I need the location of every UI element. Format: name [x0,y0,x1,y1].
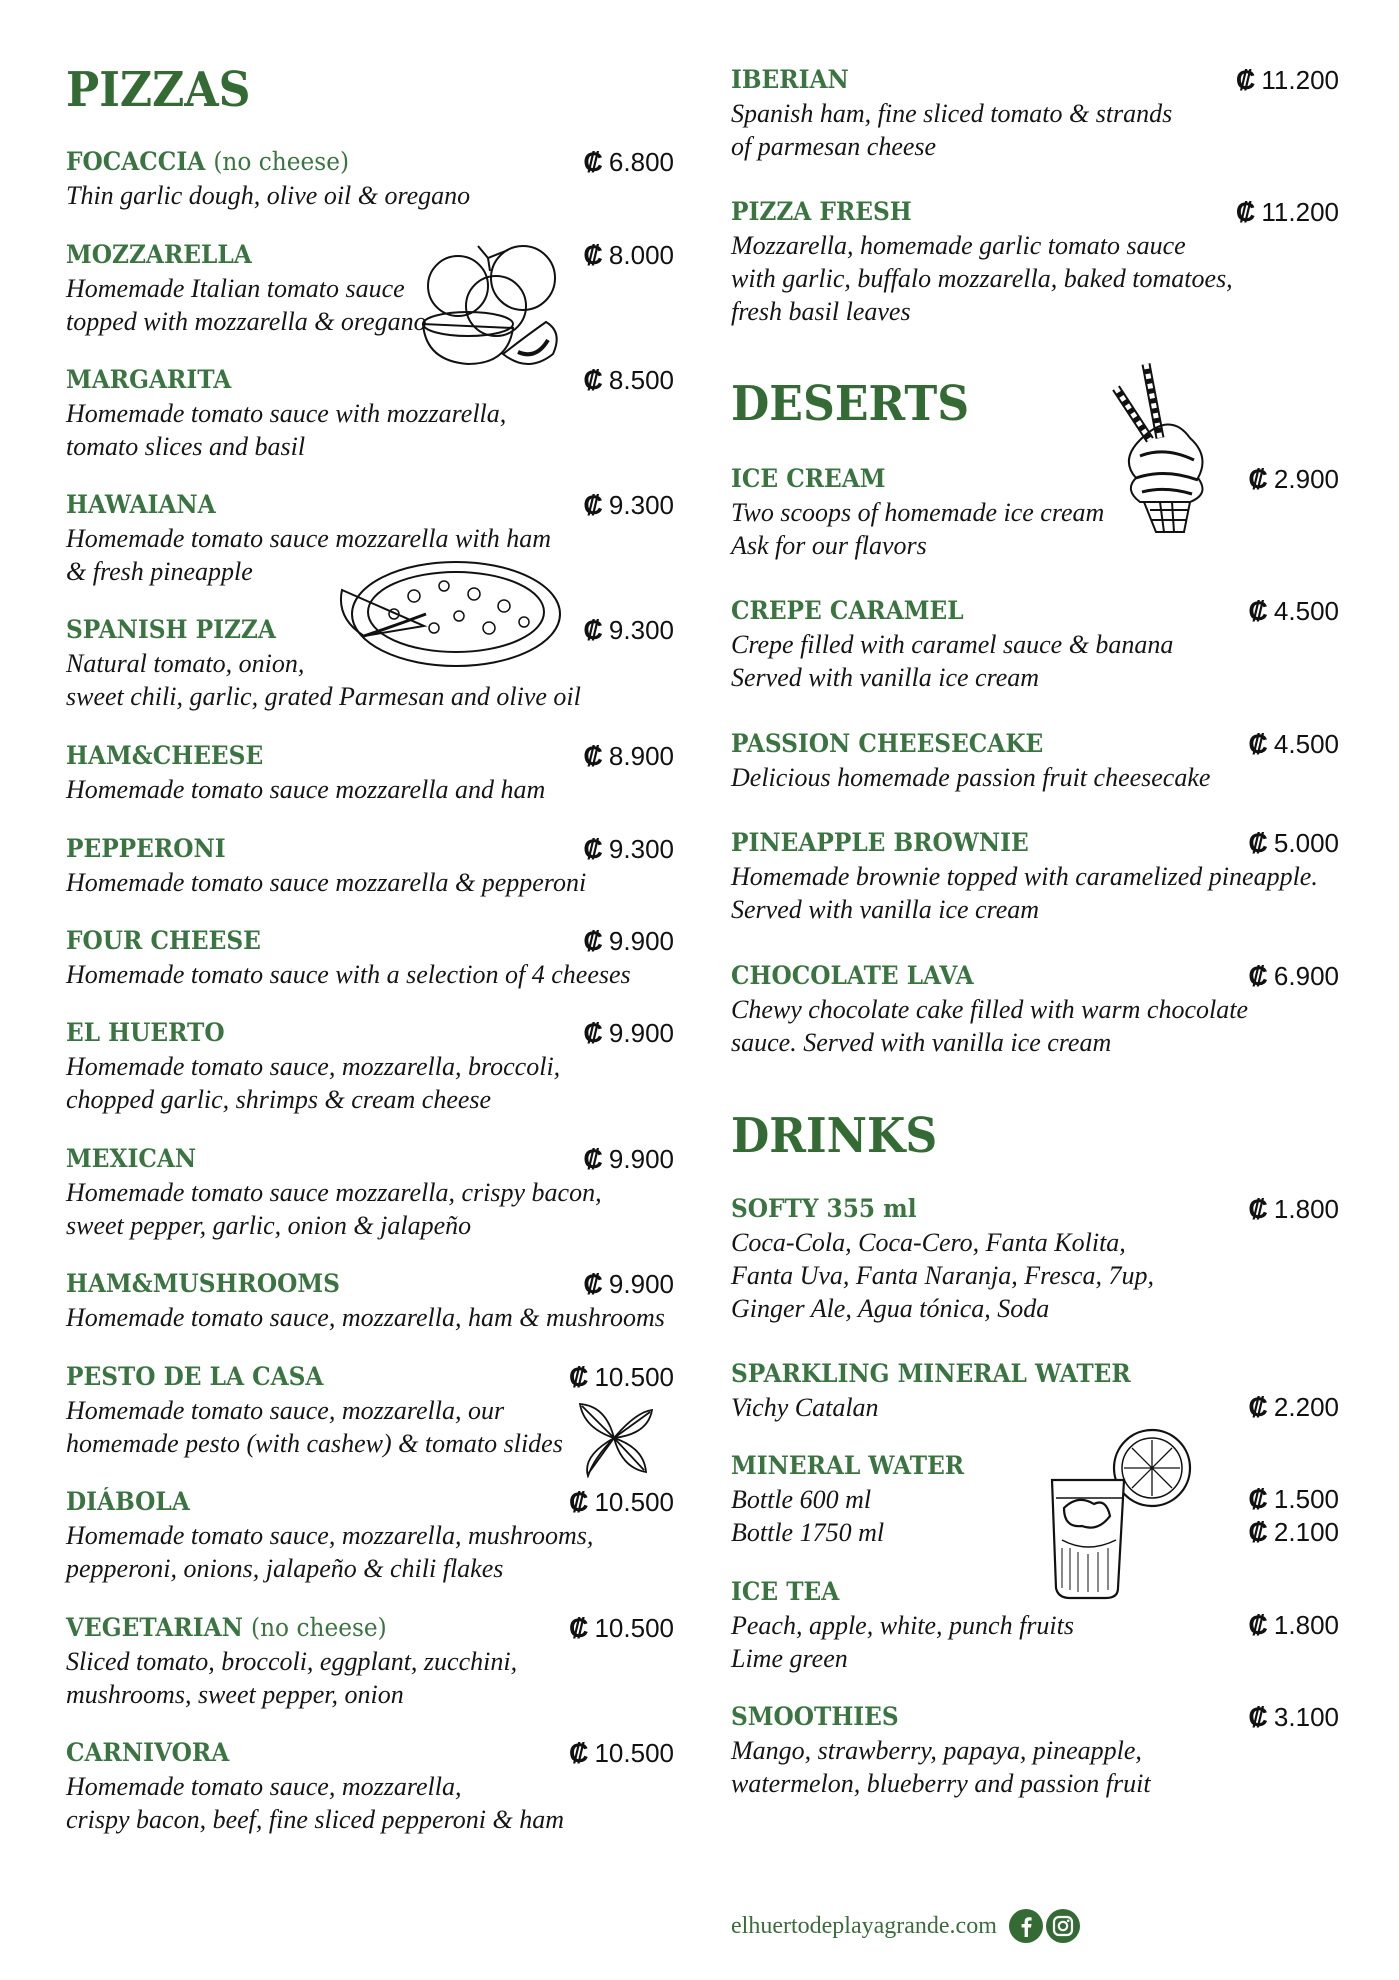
item-description: Homemade tomato sauce mozzarella & pepperoni [66,868,587,897]
item-price: ₡ 6.800 [583,147,674,177]
item-price: ₡ 10.500 [568,1613,674,1643]
item-name: CREPE CARAMEL [731,596,964,625]
menu-item [66,1485,674,1585]
item-name: FOCACCIA (no cheese) [66,147,350,176]
item-name: SMOOTHIES [731,1702,899,1731]
item-price: ₡ 3.100 [1248,1702,1339,1732]
item-name: PEPPERONI [66,834,226,863]
item-price: ₡ 9.900 [583,1018,674,1048]
item-name: DIÁBOLA [66,1487,190,1516]
menu-item [66,363,674,463]
menu-item [731,1357,1339,1424]
menu-item [731,1449,1339,1549]
item-name: SPARKLING MINERAL WATER [731,1359,1131,1388]
item-name: PINEAPPLE BROWNIE [731,828,1029,857]
item-name: VEGETARIAN (no cheese) [66,1613,387,1642]
item-name: CHOCOLATE LAVA [731,961,974,990]
item-name: PASSION CHEESECAKE [731,729,1044,758]
item-price: ₡ 2.100 [1248,1517,1339,1547]
website-link[interactable]: elhuertodeplayagrande.com [731,1912,997,1939]
menu-item [731,1575,1339,1675]
item-price: ₡ 9.300 [583,615,674,645]
menu-item [66,1016,674,1116]
item-description: Homemade tomato sauce, mozzarella, ham & mushrooms [66,1303,665,1332]
item-name: PESTO DE LA CASA [66,1362,324,1391]
item-name: HAM&MUSHROOMS [66,1269,340,1298]
item-description: Homemade tomato sauce, mozzarella, our homemade pesto (with cashew) & tomato slides [66,1396,563,1458]
menu-item [731,594,1339,694]
menu-item [731,1700,1339,1800]
social-links [1009,1909,1080,1943]
item-description: Homemade tomato sauce, mozzarella, crispy bacon, beef, fine sliced pepperoni & ham [66,1772,564,1834]
item-description: Chewy chocolate cake filled with warm chocolate sauce. Served with vanilla ice cream [731,995,1248,1057]
item-description: Mozzarella, homemade garlic tomato sauce with garlic, buffalo mozzarella, baked tomatoes, fresh basil leaves [731,231,1233,326]
item-price: ₡ 9.900 [583,1269,674,1299]
item-description: Natural tomato, onion, sweet chili, garlic, grated Parmesan and olive oil [66,649,581,711]
menu-item [731,462,1339,562]
item-price: ₡ 11.200 [1235,197,1339,227]
item-name: PIZZA FRESH [731,197,912,226]
item-price: ₡ 9.300 [583,490,674,520]
item-name: FOUR CHEESE [66,926,261,955]
item-note: (no cheese) [213,147,350,176]
footer [731,1906,1080,1946]
item-price: ₡ 9.900 [583,1144,674,1174]
menu-item [66,924,674,991]
item-description: Homemade tomato sauce mozzarella, crispy bacon, sweet pepper, garlic, onion & jalapeño [66,1178,602,1240]
item-price: ₡ 8.900 [583,741,674,771]
option-label: Bottle 1750 ml [731,1518,885,1547]
menu-item [66,1736,674,1836]
menu-item [66,832,674,899]
item-price: ₡ 8.000 [583,240,674,270]
option-row [731,1516,1339,1549]
item-name: HAWAIANA [66,490,216,519]
item-name: IBERIAN [731,65,849,94]
menu-item [66,1611,674,1711]
item-price: ₡ 10.500 [568,1738,674,1768]
item-description: Homemade tomato sauce mozzarella with ham & fresh pineapple [66,524,552,586]
menu-item [731,826,1339,926]
item-name: HAM&CHEESE [66,741,264,770]
item-price: ₡ 6.900 [1248,961,1339,991]
item-description: Homemade Italian tomato sauce topped with mozzarella & oregano [66,274,427,336]
item-description: Peach, apple, white, punch fruits [731,1611,1075,1640]
item-description: Homemade tomato sauce mozzarella and ham [66,775,546,804]
menu-item [66,1267,674,1334]
menu-item [66,739,674,806]
item-name: MOZZARELLA [66,240,252,269]
item-name: MINERAL WATER [731,1451,965,1480]
item-price: ₡ 10.500 [568,1362,674,1392]
item-price: ₡ 9.300 [583,834,674,864]
item-name: ICE CREAM [731,464,886,493]
item-description: Spanish ham, fine sliced tomato & strands of parmesan cheese [731,99,1173,161]
item-price: ₡ 4.500 [1248,596,1339,626]
basil-leaves-illustration-icon [574,1398,654,1478]
item-description: Thin garlic dough, olive oil & oregano [66,181,471,210]
item-description: Homemade tomato sauce, mozzarella, mushrooms, pepperoni, onions, jalapeño & chili flakes [66,1521,594,1583]
menu-item [731,63,1339,163]
item-price: ₡ 4.500 [1248,729,1339,759]
item-description: Mango, strawberry, papaya, pineapple, watermelon, blueberry and passion fruit [731,1736,1151,1798]
item-description: Homemade tomato sauce, mozzarella, broccoli, chopped garlic, shrimps & cream cheese [66,1052,561,1114]
item-description: Delicious homemade passion fruit cheesecake [731,763,1211,792]
instagram-icon[interactable] [1046,1909,1080,1943]
item-description: Sliced tomato, broccoli, eggplant, zucchini, mushrooms, sweet pepper, onion [66,1647,518,1709]
item-name: ICE TEA [731,1577,840,1606]
item-description: Crepe filled with caramel sauce & banana Served with vanilla ice cream [731,630,1174,692]
item-name: MEXICAN [66,1144,197,1173]
menu-item [731,1192,1339,1325]
item-name: MARGARITA [66,365,232,394]
menu-item [66,613,674,713]
item-name: SPANISH PIZZA [66,615,276,644]
item-note: (no cheese) [251,1613,387,1642]
item-description: Homemade brownie topped with caramelized pineapple. Served with vanilla ice cream [731,862,1318,924]
item-price: ₡ 5.000 [1248,828,1339,858]
option-row [731,1483,1339,1516]
item-description: Coca-Cola, Coca-Cero, Fanta Kolita, Fanta Uva, Fanta Naranja, Fresca, 7up, Ginger Ale, Agua tónica, Soda [731,1228,1154,1323]
item-price: ₡ 2.200 [1248,1392,1339,1422]
item-price: ₡ 1.500 [1248,1484,1339,1514]
facebook-icon[interactable] [1009,1909,1043,1943]
item-name: EL HUERTO [66,1018,225,1047]
menu-item [66,1142,674,1242]
item-description: Vichy Catalan [731,1393,879,1422]
item-price: ₡ 11.200 [1235,65,1339,95]
item-description: Two scoops of homemade ice cream Ask for our flavors [731,498,1105,560]
item-price: ₡ 1.800 [1248,1610,1339,1640]
deserts-heading: DESERTS [731,376,970,432]
menu-item [731,195,1339,328]
item-price: ₡ 9.900 [583,926,674,956]
pizzas-heading: PIZZAS [66,62,251,118]
item-description: Homemade tomato sauce with a selection of 4 cheeses [66,960,631,989]
item-price: ₡ 10.500 [568,1487,674,1517]
item-description: Lime green [731,1644,848,1673]
menu-item [731,727,1339,794]
option-label: Bottle 600 ml [731,1485,872,1514]
item-price: ₡ 1.800 [1248,1194,1339,1224]
item-name: SOFTY 355 ml [731,1194,917,1223]
drinks-heading: DRINKS [731,1108,938,1164]
item-price: ₡ 8.500 [583,365,674,395]
menu-item [731,959,1339,1059]
menu-item [66,145,674,212]
item-name: CARNIVORA [66,1738,230,1767]
item-description: Homemade tomato sauce with mozzarella, tomato slices and basil [66,399,507,461]
item-price: ₡ 2.900 [1248,464,1339,494]
menu-item [66,238,674,338]
tomatoes-illustration-icon [418,236,570,374]
